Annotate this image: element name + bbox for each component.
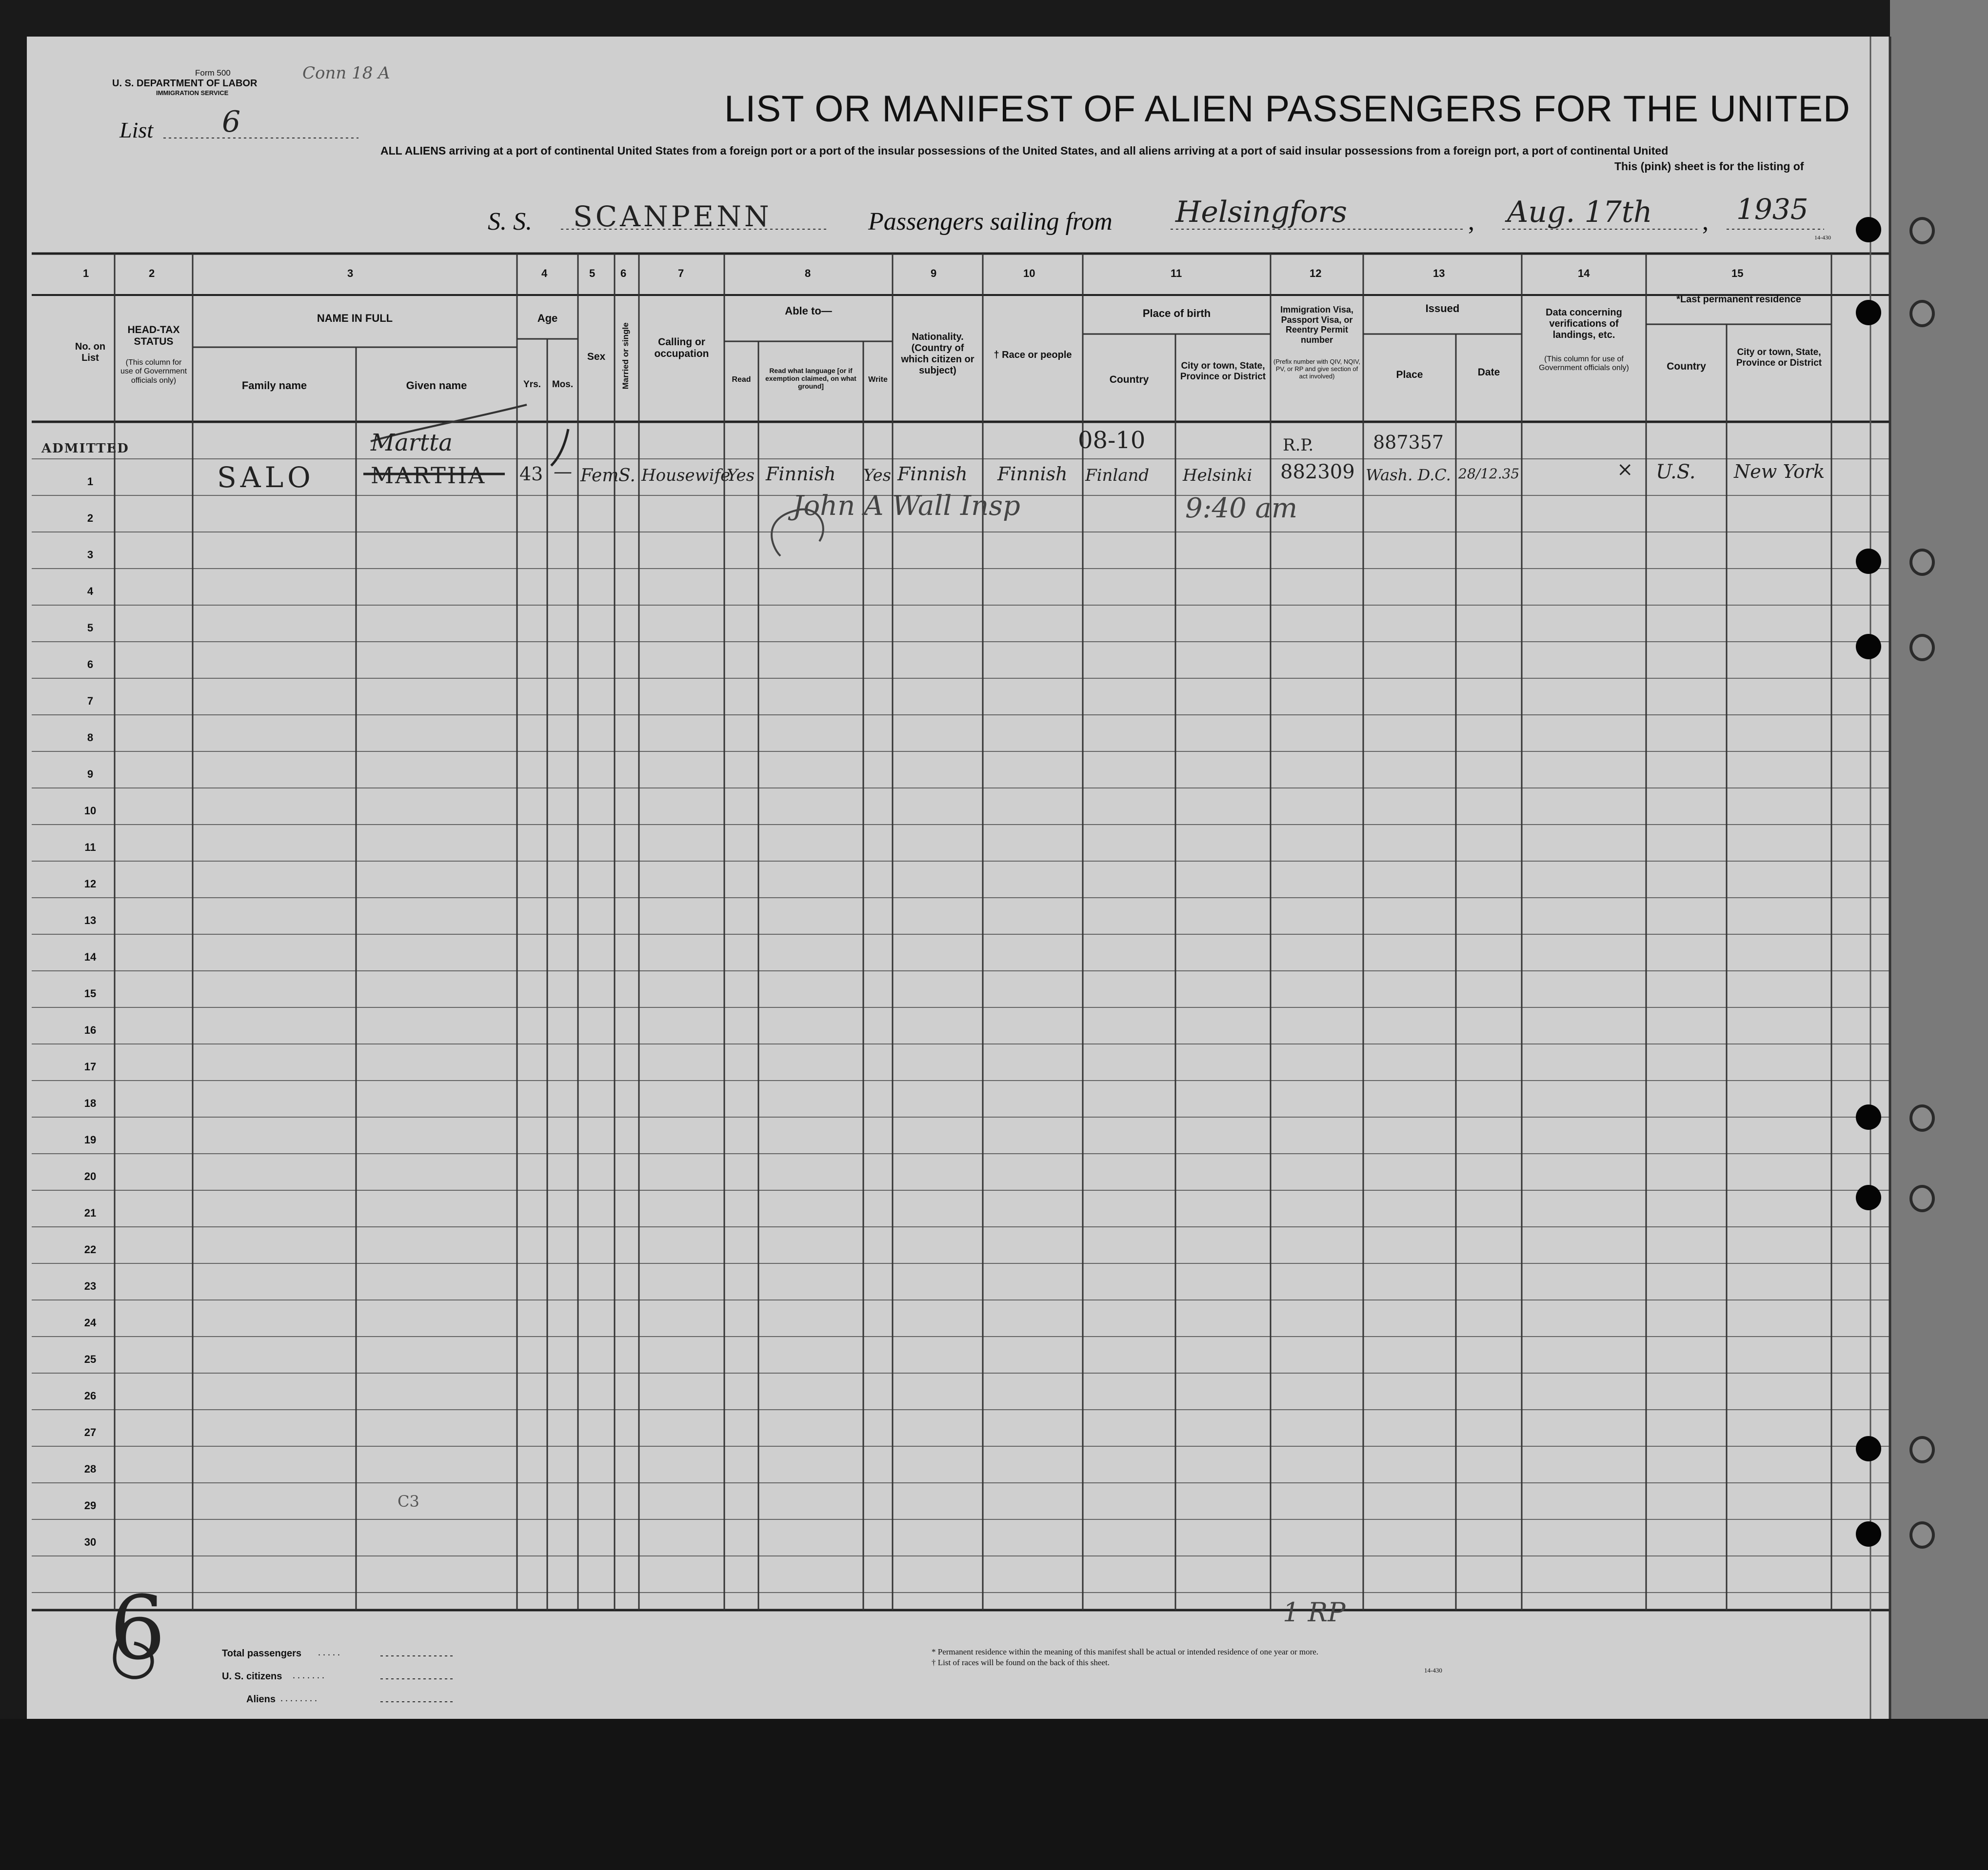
row-number: 3 xyxy=(87,549,94,561)
row-number: 7 xyxy=(87,695,94,707)
birth-annotation: 08-10 xyxy=(1078,427,1146,454)
row-number: 28 xyxy=(84,1463,97,1475)
hdr-family-name: Family name xyxy=(241,379,307,392)
vessel-prefix: S. S. xyxy=(488,208,532,236)
row-number: 20 xyxy=(84,1170,97,1182)
col-num-7: 7 xyxy=(678,267,684,279)
bottom-rp-mark: 1 RP xyxy=(1283,1597,1346,1628)
binding-ring-6 xyxy=(1909,1185,1935,1212)
hdr-issued-date: Date xyxy=(1477,367,1500,378)
binding-ring-1 xyxy=(1909,217,1935,244)
col-num-9: 9 xyxy=(931,267,937,279)
sailing-year: 1935 xyxy=(1736,193,1809,226)
pink-sheet-note: This (pink) sheet is for the listing of xyxy=(1614,160,1804,173)
row-number: 30 xyxy=(84,1536,97,1548)
row-number: 13 xyxy=(84,914,97,926)
hdr-mos: Mos. xyxy=(552,379,574,390)
binding-ring-7 xyxy=(1909,1436,1935,1463)
col-num-2: 2 xyxy=(149,267,155,279)
punch-hole-5 xyxy=(1856,1104,1881,1130)
port: Helsingfors xyxy=(1175,195,1347,229)
hdr-landing: Data concerning verifications of landings, etc. xyxy=(1546,307,1622,340)
col-num-1: 1 xyxy=(83,267,89,279)
issued-place: Wash. D.C. xyxy=(1366,466,1451,484)
row-number: 26 xyxy=(84,1390,97,1402)
hdr-write: Write xyxy=(868,375,888,384)
time-note: 9:40 am xyxy=(1185,492,1298,524)
punch-hole-1 xyxy=(1856,217,1881,242)
hdr-sex: Sex xyxy=(587,351,606,362)
total-passengers-label: Total passengers xyxy=(222,1648,302,1659)
issued-number: 887357 xyxy=(1373,432,1444,453)
punch-hole-2 xyxy=(1856,300,1881,325)
row-number: 24 xyxy=(84,1317,97,1329)
comma-2: , xyxy=(1702,208,1709,236)
row-number: 12 xyxy=(84,878,97,890)
subtitle: ALL ALIENS arriving at a port of continental United States from a foreign port or a port of the insular possessions of the United States, and all aliens arriving at a port of said insular possessions from a foreign port, a port of continental United xyxy=(380,144,1669,157)
aliens-label: Aliens xyxy=(246,1694,276,1705)
birth-country: Finland xyxy=(1085,466,1150,485)
row-number: 29 xyxy=(84,1499,97,1512)
row-number: 23 xyxy=(84,1280,97,1292)
row-lines xyxy=(32,459,1890,1593)
form-code-bottom: 14-430 xyxy=(1424,1667,1442,1674)
can-write: Yes xyxy=(863,466,892,485)
given-name: MARTHA xyxy=(371,462,486,489)
hdr-issued-place: Place xyxy=(1396,369,1423,380)
hdr-visa: Immigration Visa, Passport Visa, or Reentry Permit number xyxy=(1280,305,1353,345)
hdr-no-on-list: No. on List xyxy=(75,341,106,363)
row-number: 9 xyxy=(87,768,94,780)
row-number: 1 xyxy=(87,475,94,488)
footnote-residence: * Permanent residence within the meaning of this manifest shall be actual or intended residence of one year or more. xyxy=(932,1647,1319,1656)
hdr-issued: Issued xyxy=(1425,302,1460,315)
hdr-res-city: City or town, State, Province or District xyxy=(1736,347,1822,368)
row-number: 27 xyxy=(84,1426,97,1438)
hdr-landing-note: (This column for use of Government officials only) xyxy=(1539,355,1629,373)
residence-country: U.S. xyxy=(1656,461,1696,483)
age-yrs: 43 xyxy=(519,463,543,485)
col-num-8: 8 xyxy=(805,267,811,279)
hdr-head-tax: HEAD-TAX STATUS xyxy=(127,324,180,348)
punch-hole-7 xyxy=(1856,1436,1881,1461)
can-read: Yes xyxy=(727,466,755,485)
col-num-11: 11 xyxy=(1171,267,1182,279)
sailing-date: Aug. 17th xyxy=(1507,195,1652,229)
visa-prefix: R.P. xyxy=(1283,435,1314,455)
vessel-name: SCANPENN xyxy=(573,200,772,233)
hdr-married: Married or single xyxy=(621,322,631,390)
row-number: 5 xyxy=(87,622,94,634)
hdr-calling: Calling or occupation xyxy=(654,336,709,360)
binding-ring-5 xyxy=(1909,1104,1935,1132)
birth-city: Helsinki xyxy=(1183,466,1252,485)
row-number: 18 xyxy=(84,1097,97,1109)
punch-hole-3 xyxy=(1856,549,1881,574)
service: IMMIGRATION SERVICE xyxy=(156,89,229,97)
form-number: Form 500 xyxy=(195,68,231,78)
sailing-label: Passengers sailing from xyxy=(868,208,1113,236)
sex: Fem xyxy=(580,466,619,486)
footer-dots-2: . . . . . . . xyxy=(293,1670,324,1681)
hdr-res-country: Country xyxy=(1667,361,1706,372)
family-name: SALO xyxy=(217,461,315,494)
hdr-birth-country: Country xyxy=(1109,374,1149,385)
footer-dots-3: . . . . . . . . xyxy=(280,1693,317,1704)
residence-city: New York xyxy=(1734,461,1825,482)
footer-dots-1: . . . . . xyxy=(318,1647,340,1658)
binding-ring-8 xyxy=(1909,1521,1935,1549)
comma-1: , xyxy=(1468,208,1474,236)
column-lines xyxy=(115,254,1831,1610)
occupation: Housewife xyxy=(641,466,731,485)
hdr-name-in-full: NAME IN FULL xyxy=(317,312,393,324)
row-number: 14 xyxy=(84,951,97,963)
row-number: 15 xyxy=(84,987,97,1000)
race: Finnish xyxy=(997,463,1068,485)
dittomark-yrs xyxy=(551,429,568,466)
hdr-nationality: Nationality. (Country of which citizen or subject) xyxy=(901,332,974,376)
row-number: 10 xyxy=(84,805,97,817)
col-num-15: 15 xyxy=(1731,267,1744,279)
col-num-3: 3 xyxy=(347,267,354,279)
hdr-yrs: Yrs. xyxy=(523,379,541,390)
row29-annotation: C3 xyxy=(398,1492,419,1511)
row-number: 8 xyxy=(87,731,94,744)
inspector-note: John A Wall Insp xyxy=(793,490,1020,522)
row-number: 17 xyxy=(84,1061,97,1073)
row-number: 16 xyxy=(84,1024,97,1036)
binding-ring-2 xyxy=(1909,300,1935,327)
col-num-10: 10 xyxy=(1023,267,1035,279)
col-num-4: 4 xyxy=(541,267,548,279)
col-num-6: 6 xyxy=(620,267,627,279)
married-status: S. xyxy=(618,466,636,486)
row-number: 19 xyxy=(84,1134,97,1146)
row-number: 2 xyxy=(87,512,94,524)
row-number: 11 xyxy=(84,841,96,853)
admitted-stamp: ADMITTED xyxy=(41,441,129,456)
visa-number: 882309 xyxy=(1280,461,1355,483)
given-name-correction: Martta xyxy=(371,429,453,456)
nationality: Finnish xyxy=(897,463,968,485)
row-number: 25 xyxy=(84,1353,97,1365)
col-num-5: 5 xyxy=(589,267,596,279)
page-title: LIST OR MANIFEST OF ALIEN PASSENGERS FOR THE UNITED xyxy=(724,88,1850,130)
big-number-annotation: 6 xyxy=(110,1577,166,1679)
hdr-able-to: Able to— xyxy=(785,305,832,317)
binding-ring-3 xyxy=(1909,549,1935,576)
hdr-given-name: Given name xyxy=(406,379,467,392)
corner-annotation: Conn 18 A xyxy=(302,63,390,83)
binding-ring-4 xyxy=(1909,634,1935,661)
form-code-top: 14-430 xyxy=(1814,234,1831,241)
punch-hole-4 xyxy=(1856,634,1881,659)
hdr-head-tax-note: (This column for use of Government officials only) xyxy=(120,358,187,385)
col-num-12: 12 xyxy=(1310,267,1322,279)
list-number: 6 xyxy=(222,105,241,139)
hdr-place-of-birth: Place of birth xyxy=(1142,307,1211,319)
hdr-residence: *Last permanent residence xyxy=(1676,294,1801,305)
hdr-age: Age xyxy=(537,312,558,324)
age-mos: — xyxy=(554,461,572,482)
landing-mark: × xyxy=(1617,458,1633,481)
issued-date: 28/12.35 xyxy=(1458,466,1520,482)
hdr-birth-city: City or town, State, Province or District xyxy=(1180,361,1266,382)
punch-hole-6 xyxy=(1856,1185,1881,1210)
hdr-read: Read xyxy=(732,375,751,384)
us-citizens-label: U. S. citizens xyxy=(222,1671,282,1682)
row-number: 22 xyxy=(84,1243,97,1256)
hdr-read-language: Read what language [or if exemption claimed, on what ground] xyxy=(765,367,856,391)
language: Finnish xyxy=(766,463,836,485)
row-number: 4 xyxy=(87,585,94,597)
row-number: 21 xyxy=(84,1207,97,1219)
row-number: 6 xyxy=(87,658,94,670)
department: U. S. DEPARTMENT OF LABOR xyxy=(112,78,258,89)
punch-hole-8 xyxy=(1856,1521,1881,1547)
hdr-race: † Race or people xyxy=(994,350,1072,360)
col-num-14: 14 xyxy=(1578,267,1590,279)
list-label: List xyxy=(119,118,154,142)
hdr-visa-note: (Prefix number with QIV, NQIV, PV, or RP and give section of act involved) xyxy=(1273,358,1361,380)
col-num-13: 13 xyxy=(1433,267,1445,279)
footnote-races: † List of races will be found on the back of this sheet. xyxy=(932,1658,1110,1667)
